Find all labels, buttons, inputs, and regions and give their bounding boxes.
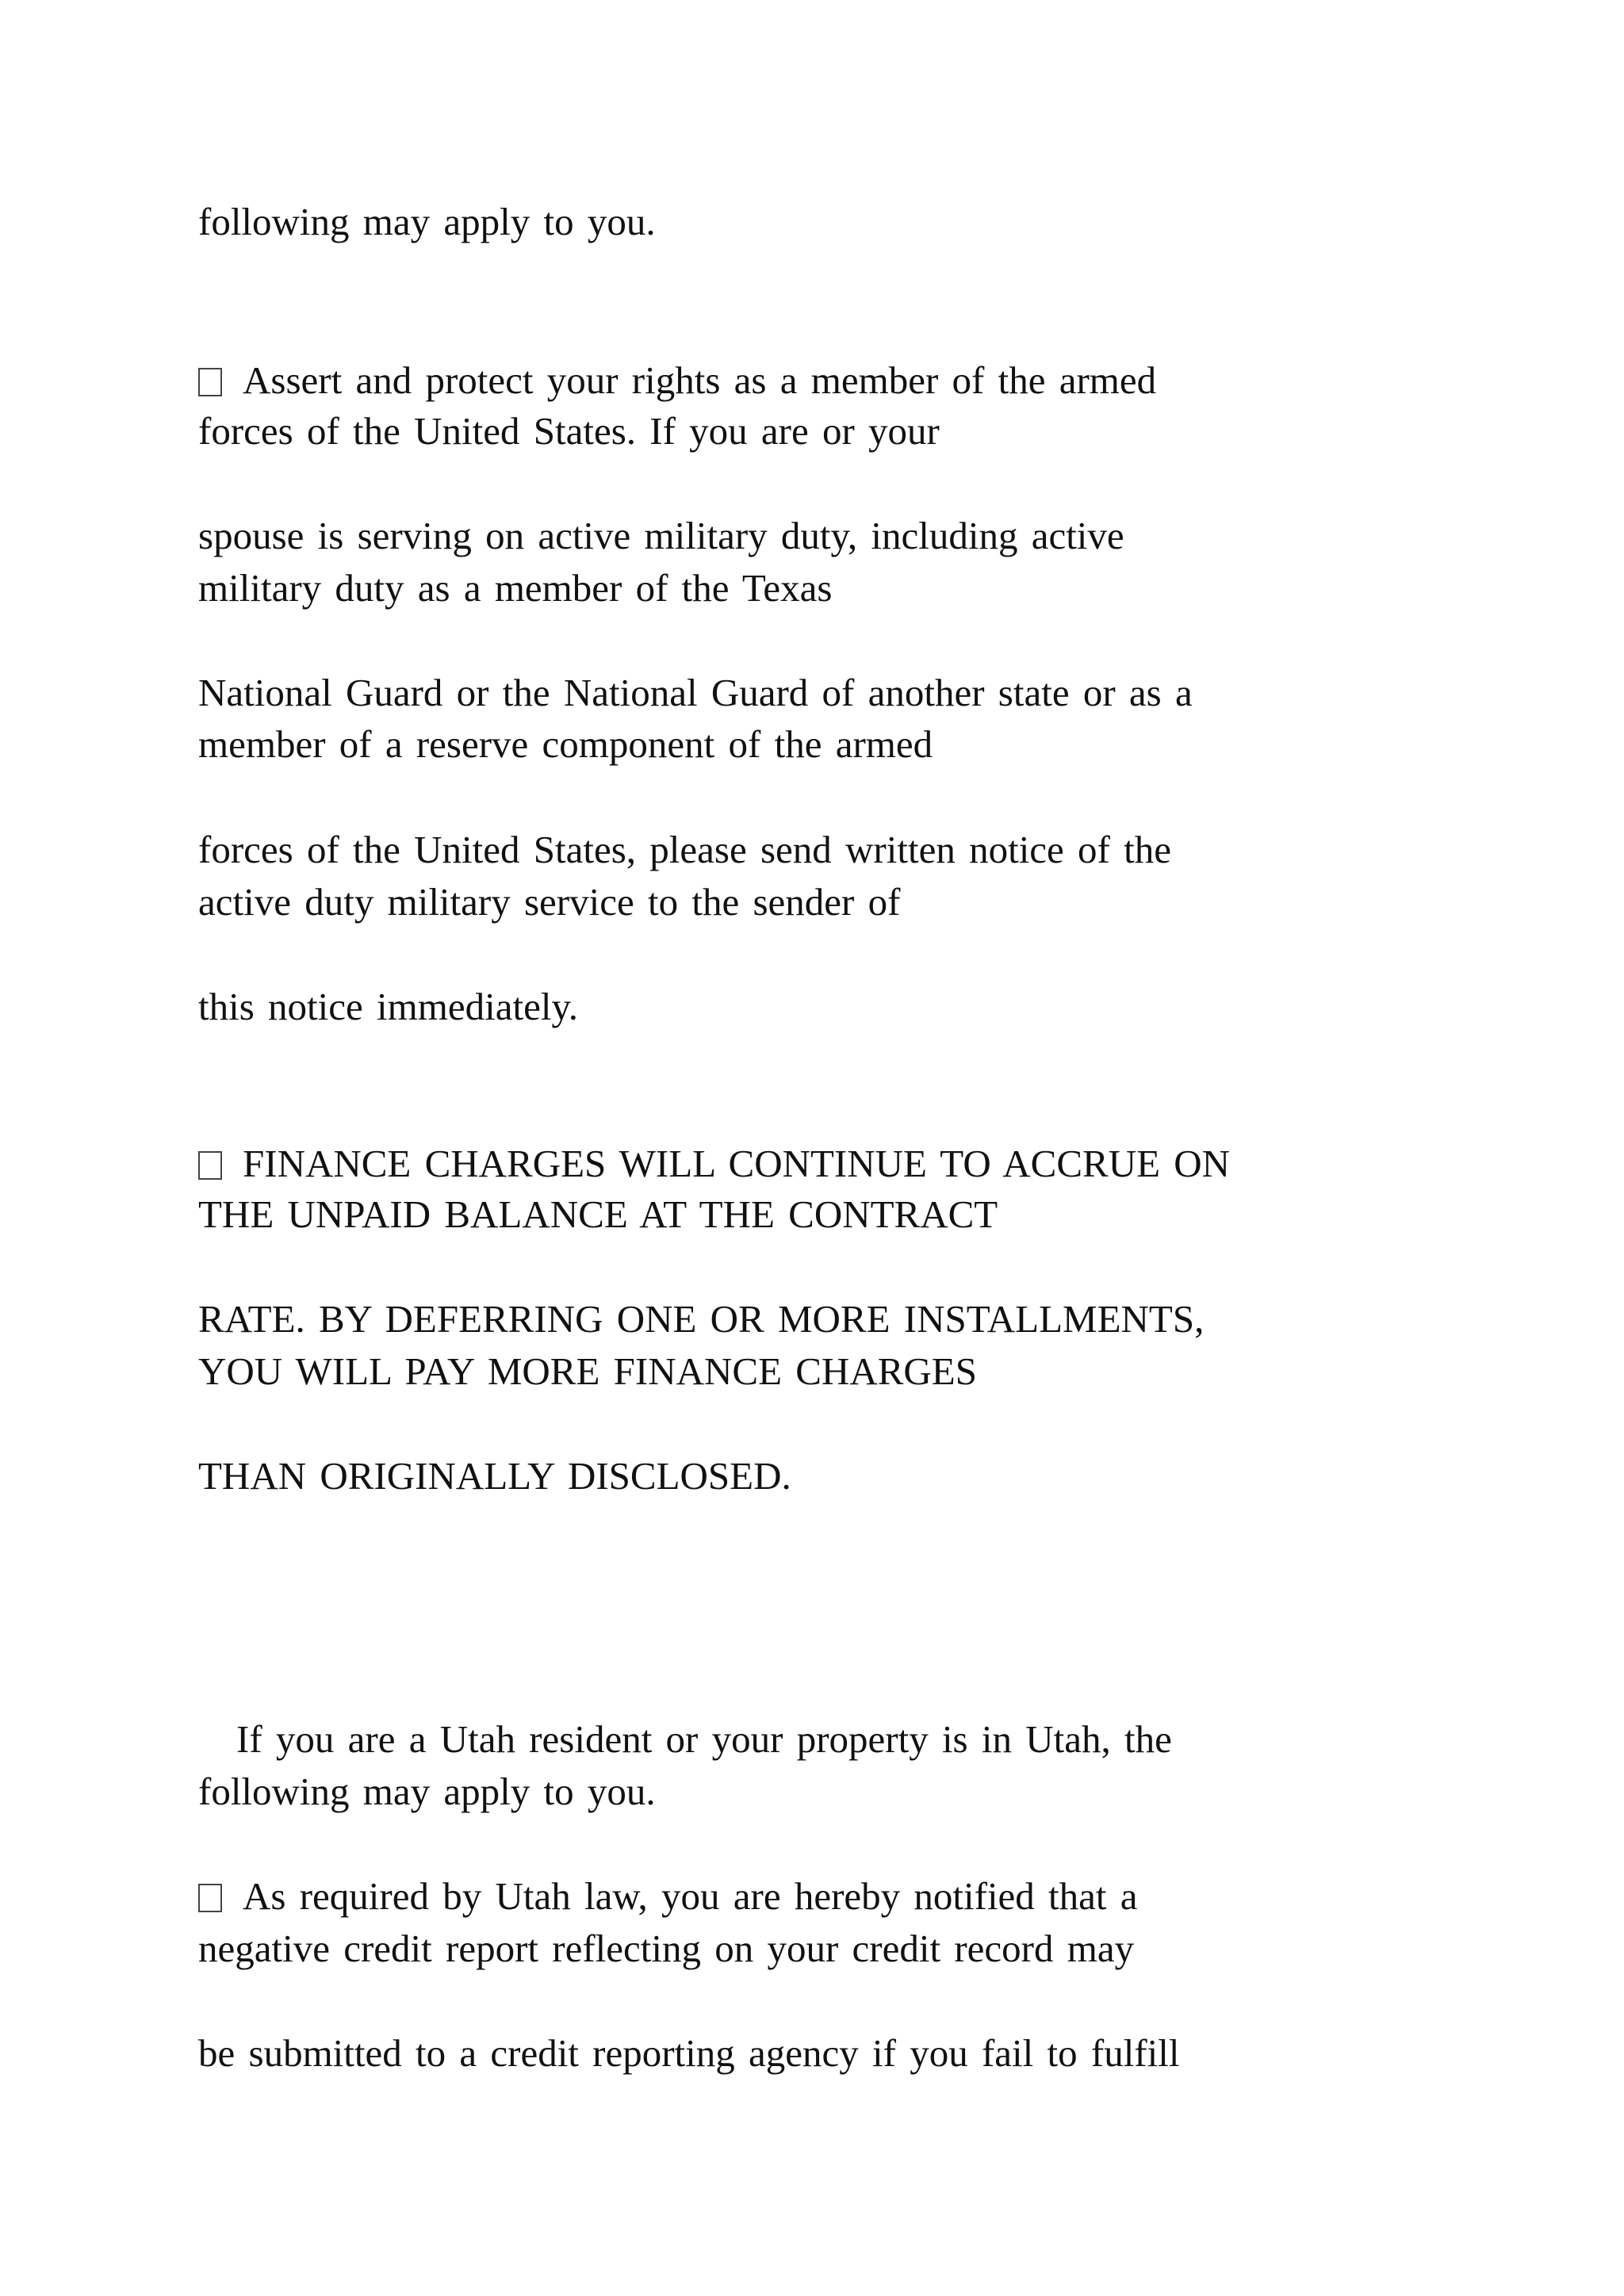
- text-line: this notice immediately.: [198, 985, 579, 1028]
- text-line: RATE. BY DEFERRING ONE OR MORE INSTALLMENTS,: [198, 1297, 1205, 1341]
- text-line: THAN ORIGINALLY DISCLOSED.: [198, 1454, 791, 1498]
- text-line: following may apply to you.: [198, 1770, 656, 1813]
- bullet-line: [198, 1140, 1230, 1188]
- text-line: YOU WILL PAY MORE FINANCE CHARGES: [198, 1349, 977, 1393]
- text-line: active duty military service to the sender of: [198, 880, 901, 924]
- text-line: If you are a Utah resident or your property is in Utah, the: [236, 1717, 1172, 1761]
- text-line: negative credit report reflecting on your credit record may: [198, 1927, 1135, 1970]
- text-line: forces of the United States. If you are or your: [198, 409, 940, 453]
- text-line: spouse is serving on active military duty, including active: [198, 514, 1124, 557]
- text-line: THE UNPAID BALANCE AT THE CONTRACT: [198, 1192, 998, 1236]
- text-line: be submitted to a credit reporting agency if you fail to fulfill: [198, 2031, 1180, 2075]
- text-line: member of a reserve component of the armed: [198, 722, 933, 766]
- missing-glyph-bullet-icon: [198, 1151, 222, 1180]
- text-line: following may apply to you.: [198, 200, 656, 243]
- text-line: forces of the United States, please send written notice of the: [198, 828, 1171, 871]
- bullet-text: As required by Utah law, you are hereby notified that a: [243, 1874, 1138, 1918]
- bullet-line: [198, 357, 1156, 404]
- text-line: National Guard or the National Guard of another state or as a: [198, 671, 1193, 714]
- text-line: military duty as a member of the Texas: [198, 566, 833, 610]
- missing-glyph-bullet-icon: [198, 368, 222, 396]
- bullet-text: FINANCE CHARGES WILL CONTINUE TO ACCRUE ON: [243, 1142, 1231, 1185]
- missing-glyph-bullet-icon: [198, 1884, 222, 1912]
- bullet-line: [198, 1873, 1138, 1920]
- bullet-text: Assert and protect your rights as a member of the armed: [243, 358, 1157, 402]
